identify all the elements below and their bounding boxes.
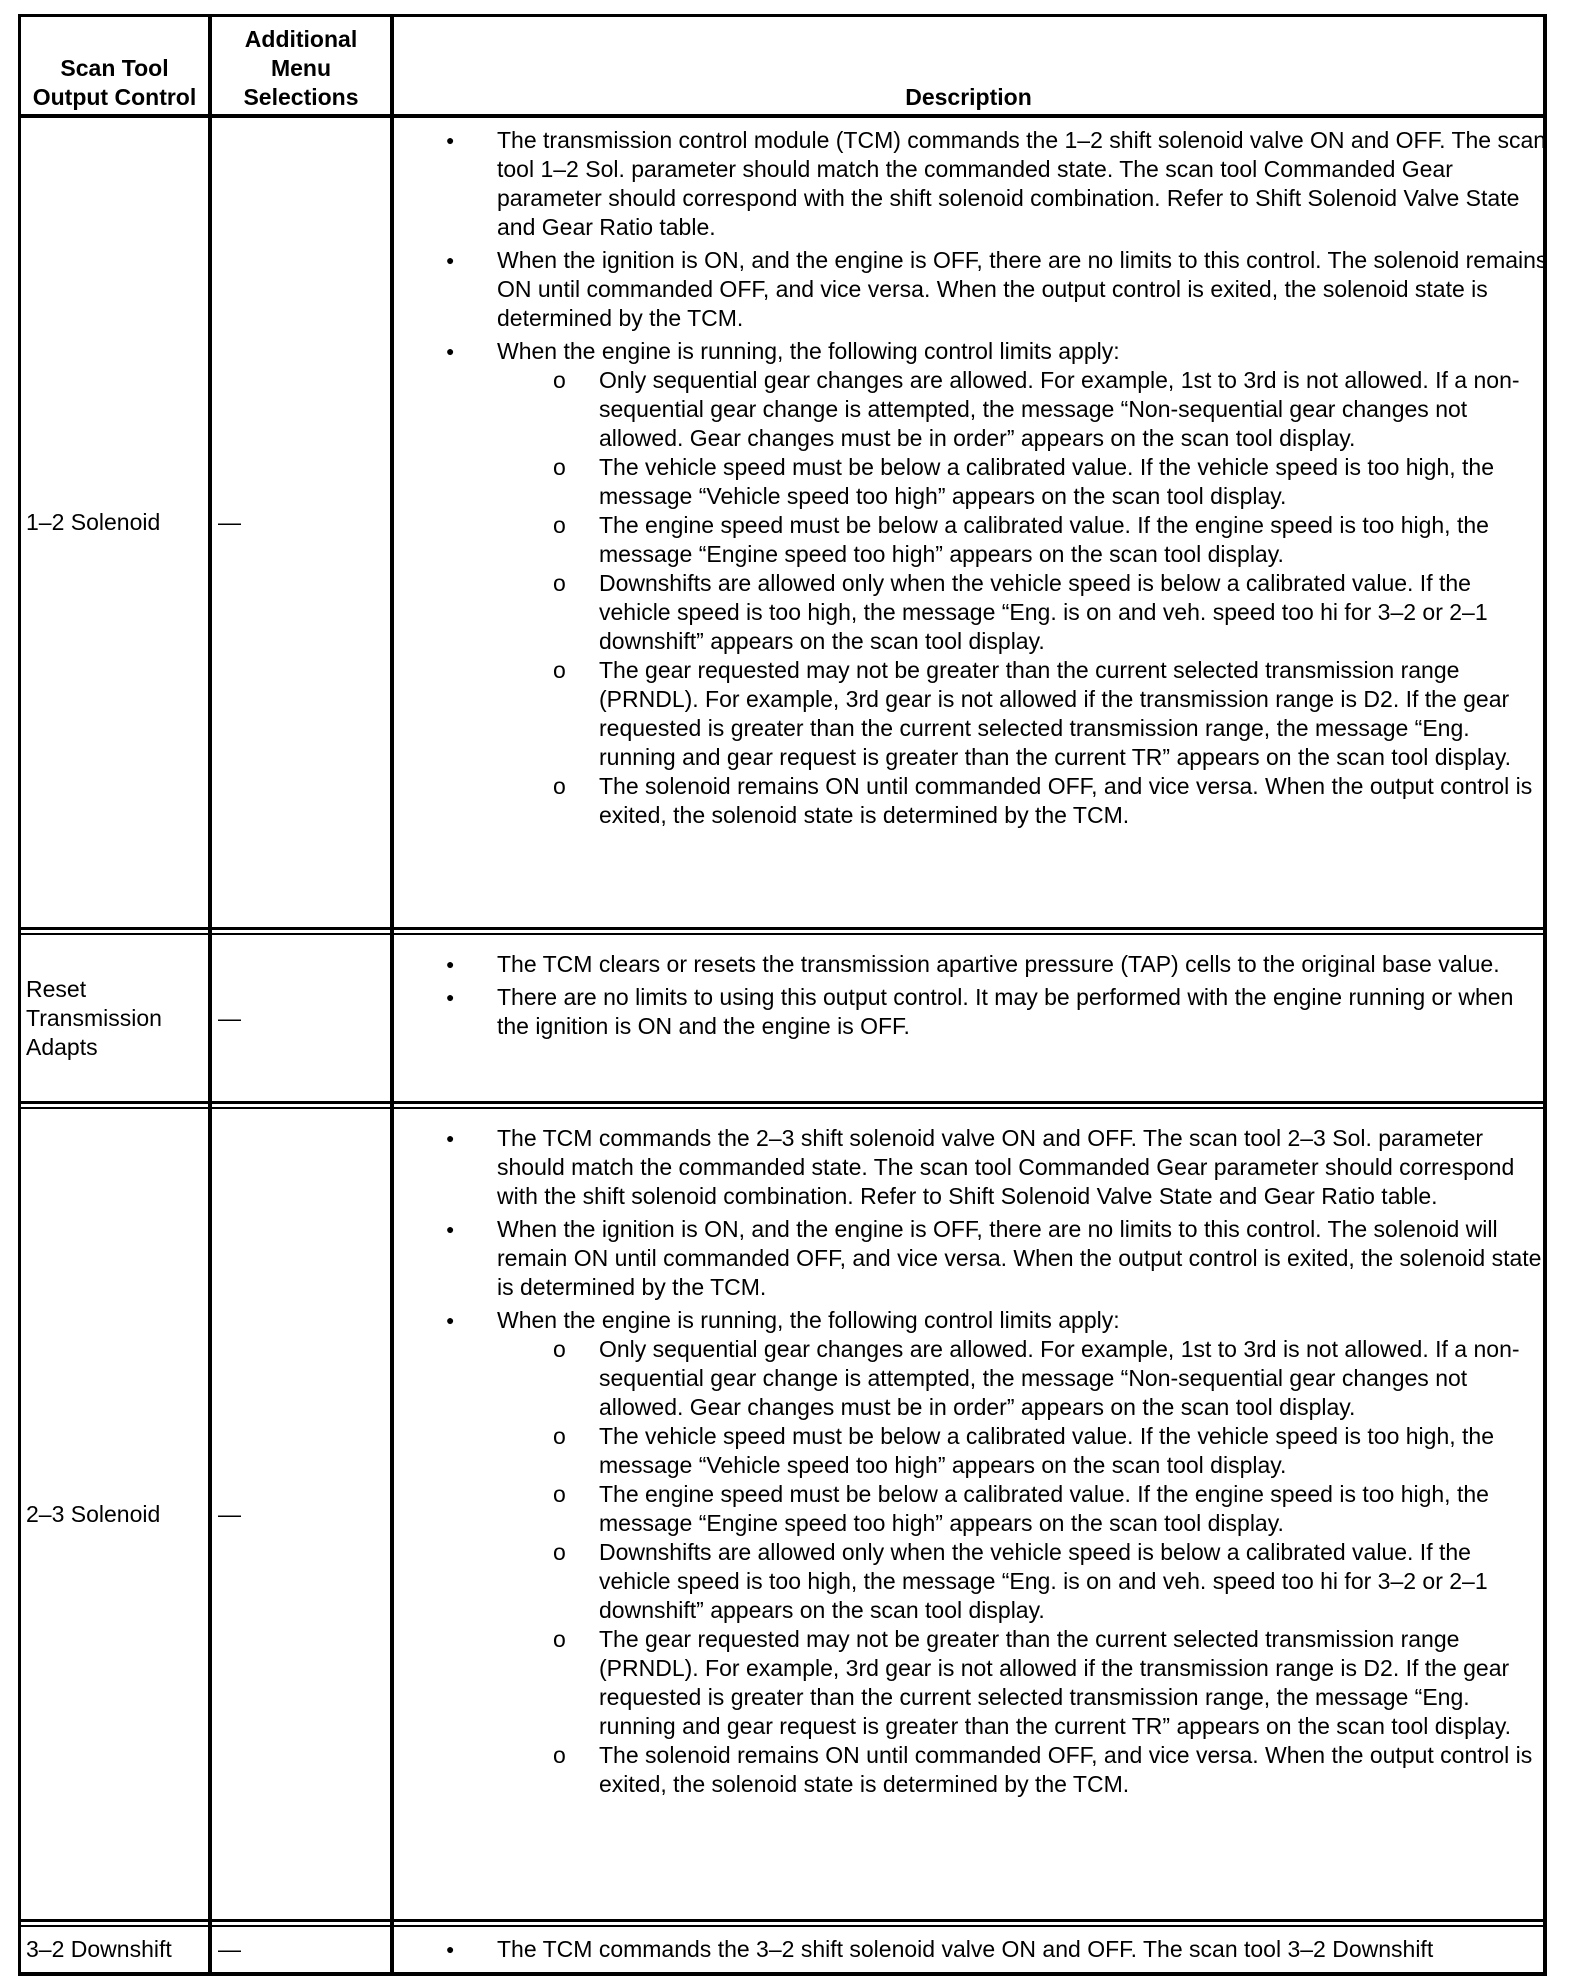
header-col3: Description — [905, 84, 1032, 110]
row-1-bullet-3-text: ● When the engine is running, the following control limits apply: — [497, 338, 1120, 364]
table-border-left — [18, 14, 21, 1976]
row-1-bullet-3 — [392, 337, 1548, 830]
row-4-description — [392, 1935, 1548, 1971]
row-2-name-line1: Reset — [26, 975, 87, 1002]
header-col2-line1: Additional — [244, 26, 358, 52]
row-1-bullet-1: ● The transmission control module (TCM) commands the 1–2 shift solenoid valve ON and OFF. The scan tool 1–2 Sol. parameter should match the commanded state. The scan tool Commanded Gear parameter should correspond with the shift solenoid combination. Refer to Shift Solenoid Valve State and Gear Ratio table. — [392, 126, 1548, 242]
header-col1-line1: Scan Tool — [60, 55, 169, 81]
row-2-menu — [218, 935, 241, 1101]
header-divider — [18, 114, 1547, 118]
row-divider-3 — [18, 1919, 1547, 1922]
row-1-menu — [218, 118, 241, 927]
row-divider-2b — [18, 1107, 1547, 1109]
row-3-description — [392, 1124, 1548, 1803]
header-col2-line3: Selections — [243, 84, 359, 110]
row-2-menu-text: — — [218, 1004, 241, 1031]
row-2-name-line2: Transmission — [26, 1004, 162, 1031]
row-1-description — [392, 126, 1548, 834]
row-2-description — [392, 950, 1548, 1045]
row-3-bullet-3 — [392, 1306, 1548, 1799]
row-2-name-line3: Adapts — [26, 1033, 98, 1060]
row-3-bullet-2: ● When the ignition is ON, and the engine is OFF, there are no limits to this control. The solenoid will remain ON until commanded OFF, and vice versa. When the output control is exited, the solenoid state is determined by the TCM. — [392, 1215, 1548, 1302]
row-3-bullet-3-text: ● When the engine is running, the following control limits apply: — [497, 1307, 1120, 1333]
header-col2-line2: Menu — [270, 55, 332, 81]
row-3-sub-6: o The solenoid remains ON until commanded OFF, and vice versa. When the output control is exited, the solenoid state is determined by the TCM. — [497, 1741, 1548, 1799]
row-3-sub-4: o Downshifts are allowed only when the vehicle speed is below a calibrated value. If the vehicle speed is too high, the message “Eng. is on and veh. speed too hi for 3–2 or 2–1 downshift” appears on the scan tool display. — [497, 1538, 1548, 1625]
row-1-name-text: 1–2 Solenoid — [26, 509, 161, 535]
row-4-menu-text: — — [218, 1936, 241, 1962]
row-3-sub-1: o Only sequential gear changes are allowed. For example, 1st to 3rd is not allowed. If a non-sequential gear change is attempted, the message “Non-sequential gear changes not allowed. Gear changes must be in order” appears on the scan tool display. — [497, 1335, 1548, 1422]
row-2-bullet-1: ● The TCM clears or resets the transmission apartive pressure (TAP) cells to the original base value. — [392, 950, 1548, 979]
row-4-name-text: 3–2 Downshift — [26, 1936, 172, 1962]
row-1-sub-6: o The solenoid remains ON until commanded OFF, and vice versa. When the output control is exited, the solenoid state is determined by the TCM. — [497, 772, 1548, 830]
row-1-bullet-2: ● When the ignition is ON, and the engine is OFF, there are no limits to this control. The solenoid remains ON until commanded OFF, and vice versa. When the output control is exited, the solenoid state is determined by the TCM. — [392, 246, 1548, 333]
row-divider-2 — [18, 1101, 1547, 1104]
row-3-sub-2: o The vehicle speed must be below a calibrated value. If the vehicle speed is too high, the message “Vehicle speed too high” appears on the scan tool display. — [497, 1422, 1548, 1480]
header-additional-menu-selections — [212, 17, 390, 112]
row-1-sub-3: o The engine speed must be below a calibrated value. If the engine speed is too high, the message “Engine speed too high” appears on the scan tool display. — [497, 511, 1548, 569]
row-2-name — [26, 935, 206, 1101]
header-col1-line2: Output Control — [32, 84, 197, 110]
row-4-name — [26, 1927, 206, 1972]
row-3-bullet-1: ● The TCM commands the 2–3 shift solenoid valve ON and OFF. The scan tool 2–3 Sol. parameter should match the commanded state. The scan tool Commanded Gear parameter should correspond with the shift solenoid combination. Refer to Shift Solenoid Valve State and Gear Ratio table. — [392, 1124, 1548, 1211]
row-divider-1 — [18, 927, 1547, 930]
header-scan-tool-output-control — [21, 17, 208, 112]
column-divider-1 — [208, 14, 212, 1976]
row-divider-3b — [18, 1925, 1547, 1927]
row-1-sub-2: o The vehicle speed must be below a calibrated value. If the vehicle speed is too high, the message “Vehicle speed too high” appears on the scan tool display. — [497, 453, 1548, 511]
row-4-menu — [218, 1927, 241, 1972]
header-description — [394, 17, 1543, 112]
row-1-sub-5: o The gear requested may not be greater than the current selected transmission range (PRNDL). For example, 3rd gear is not allowed if the transmission range is D2. If the gear requested is greater than the current selected transmission range, the message “Eng. running and gear request is greater than the current TR” appears on the scan tool display. — [497, 656, 1548, 772]
row-1-sub-4: o Downshifts are allowed only when the vehicle speed is below a calibrated value. If the vehicle speed is too high, the message “Eng. is on and veh. speed too hi for 3–2 or 2–1 downshift” appears on the scan tool display. — [497, 569, 1548, 656]
row-3-name — [26, 1109, 206, 1919]
row-3-sub-5: o The gear requested may not be greater than the current selected transmission range (PRNDL). For example, 3rd gear is not allowed if the transmission range is D2. If the gear requested is greater than the current selected transmission range, the message “Eng. running and gear request is greater than the current TR” appears on the scan tool display. — [497, 1625, 1548, 1741]
row-3-sub-3: o The engine speed must be below a calibrated value. If the engine speed is too high, the message “Engine speed too high” appears on the scan tool display. — [497, 1480, 1548, 1538]
row-3-menu-text: — — [218, 1500, 241, 1527]
table-border-bottom — [18, 1972, 1547, 1976]
row-divider-1b — [18, 933, 1547, 935]
row-2-bullet-2: ● There are no limits to using this output control. It may be performed with the engine running or when the ignition is ON and the engine is OFF. — [392, 983, 1548, 1041]
row-3-name-text: 2–3 Solenoid — [26, 1500, 161, 1527]
row-4-bullet-1: ● The TCM commands the 3–2 shift solenoid valve ON and OFF. The scan tool 3–2 Downshift — [392, 1935, 1548, 1964]
row-1-sub-1: o Only sequential gear changes are allowed. For example, 1st to 3rd is not allowed. If a non-sequential gear change is attempted, the message “Non-sequential gear changes not allowed. Gear changes must be in order” appears on the scan tool display. — [497, 366, 1548, 453]
row-1-name — [26, 118, 206, 927]
row-1-menu-text: — — [218, 509, 241, 535]
row-3-menu — [218, 1109, 241, 1919]
